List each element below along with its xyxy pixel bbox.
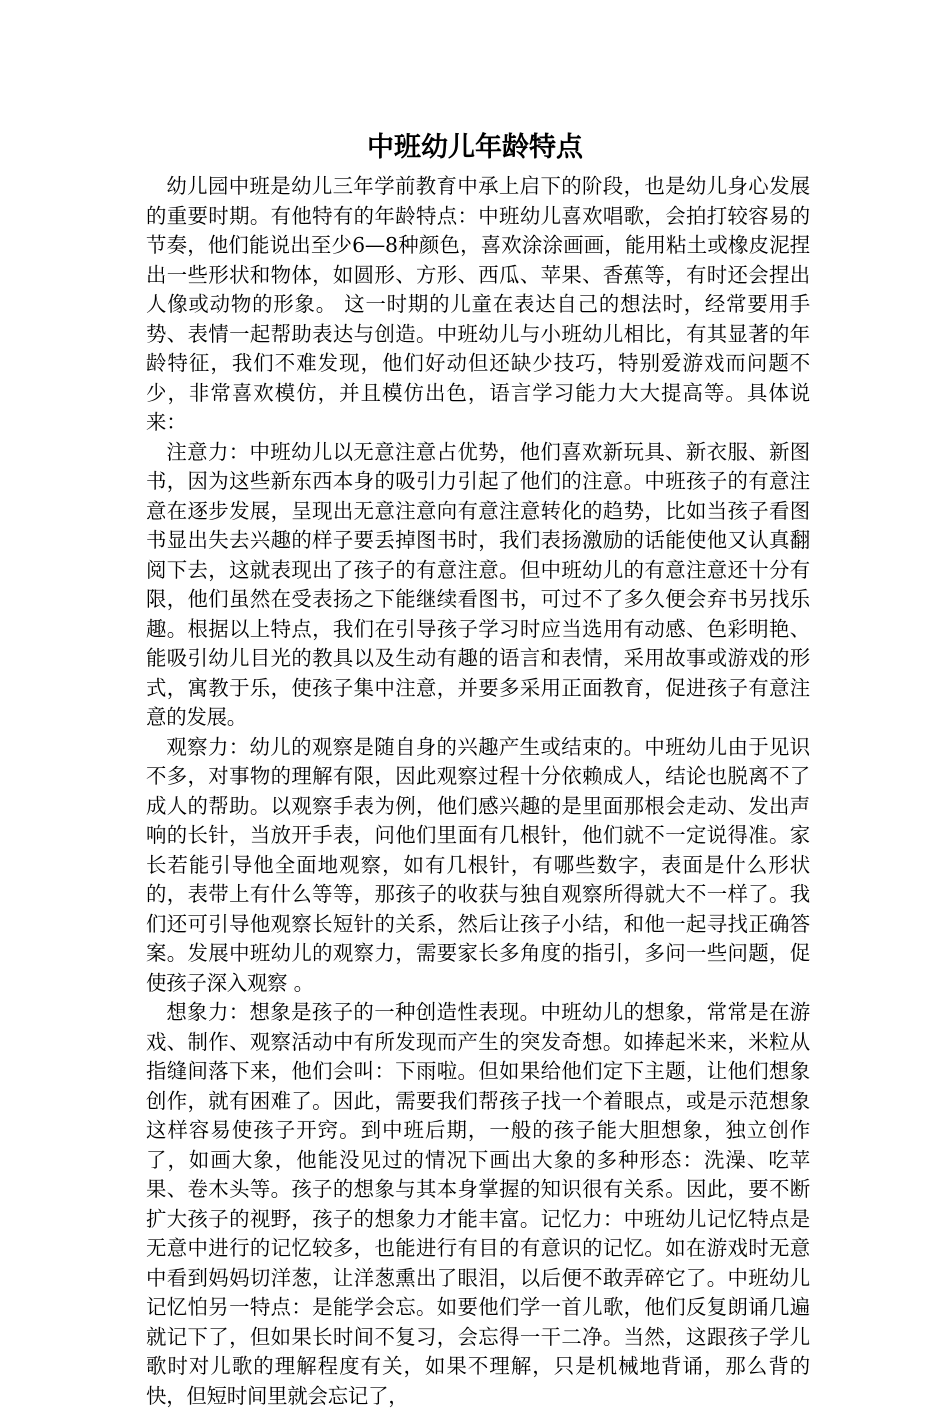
document-title: 中班幼儿年龄特点 bbox=[367, 132, 583, 163]
document-body bbox=[146, 172, 810, 1411]
paragraph-imagination: 想象力：想象是孩子的一种创造性表现。中班幼儿的想象，常常是在游戏、制作、观察活动中有所发现而产生的突发奇想。如捧起米来，米粒从指缝间落下来，他们会叫：下雨啦。但如果给他们定下主题，让他们想象创作，就有困难了。因此，需要我们帮孩子找一个着眼点，或是示范想象这样容易使孩子开窍。到中班后期，一般的孩子能大胆想象，独立创作了，如画大象，他能没见过的情况下画出大象的多种形态：洗澡、吃苹果、卷木头等。孩子的想象与其本身掌握的知识很有关系。因此，要不断扩大孩子的视野，孩子的想象力才能丰富。记忆力：中班幼儿记忆特点是无意中进行的记忆较多，也能进行有目的有意识的记忆。如在游戏时无意中看到妈妈切洋葱，让洋葱熏出了眼泪，以后便不敢弄碎它了。中班幼儿记忆怕另一特点：是能学会忘。如要他们学一首儿歌，他们反复朗诵几遍就记下了，但如果长时间不复习，会忘得一干二净。当然，这跟孩子学儿歌时对儿歌的理解程度有关，如果不理解，只是机械地背诵，那么背的快，但短时间里就会忘记了， bbox=[146, 1000, 810, 1408]
paragraph-intro: 幼儿园中班是幼儿三年学前教育中承上启下的阶段，也是幼儿身心发展的重要时期。有他特有的年龄特点：中班幼儿喜欢唱歌，会拍打较容易的节奏，他们能说出至少6—8种颜色，喜欢涂涂画画，能用粘土或橡皮泥捏出一些形状和物体，如圆形、方形、西瓜、苹果、香蕉等，有时还会捏出人像或动物的形象。 这一时期的儿童在表达自己的想法时，经常要用手势、表情一起帮助表达与创造。中班幼儿与小班幼儿相比，有其显著的年龄特征，我们不难发现，他们好动但还缺少技巧，特别爱游戏而问题不少，非常喜欢模仿，并且模仿出色，语言学习能力大大提高等。具体说来： bbox=[146, 174, 810, 434]
paragraph-attention: 注意力：中班幼儿以无意注意占优势，他们喜欢新玩具、新衣服、新图书，因为这些新东西本身的吸引力引起了他们的注意。中班孩子的有意注意在逐步发展，呈现出无意注意向有意注意转化的趋势，比如当孩子看图书显出失去兴趣的样子要丢掉图书时，我们表扬激励的话能使他又认真翻阅下去，这就表现出了孩子的有意注意。但中班幼儿的有意注意还十分有限，他们虽然在受表扬之下能继续看图书，可过不了多久便会弃书另找乐趣。根据以上特点，我们在引导孩子学习时应当选用有动感、色彩明艳、能吸引幼儿目光的教具以及生动有趣的语言和表情，采用故事或游戏的形式，寓教于乐，使孩子集中注意，并要多采用正面教育，促进孩子有意注意的发展。 bbox=[146, 439, 810, 729]
paragraph-observation: 观察力：幼儿的观察是随自身的兴趣产生或结束的。中班幼儿由于见识不多，对事物的理解有限，因此观察过程十分依赖成人，结论也脱离不了成人的帮助。以观察手表为例，他们感兴趣的是里面那根会走动、发出声响的长针，当放开手表，问他们里面有几根针，他们就不一定说得准。家长若能引导他全面地观察，如有几根针，有哪些数字，表面是什么形状的，表带上有什么等等，那孩子的收获与独自观察所得就大不一样了。我们还可引导他观察长短针的关系，然后让孩子小结，和他一起寻找正确答案。发展中班幼儿的观察力，需要家长多角度的指引，多问一些问题，促使孩子深入观察 。 bbox=[146, 734, 810, 995]
